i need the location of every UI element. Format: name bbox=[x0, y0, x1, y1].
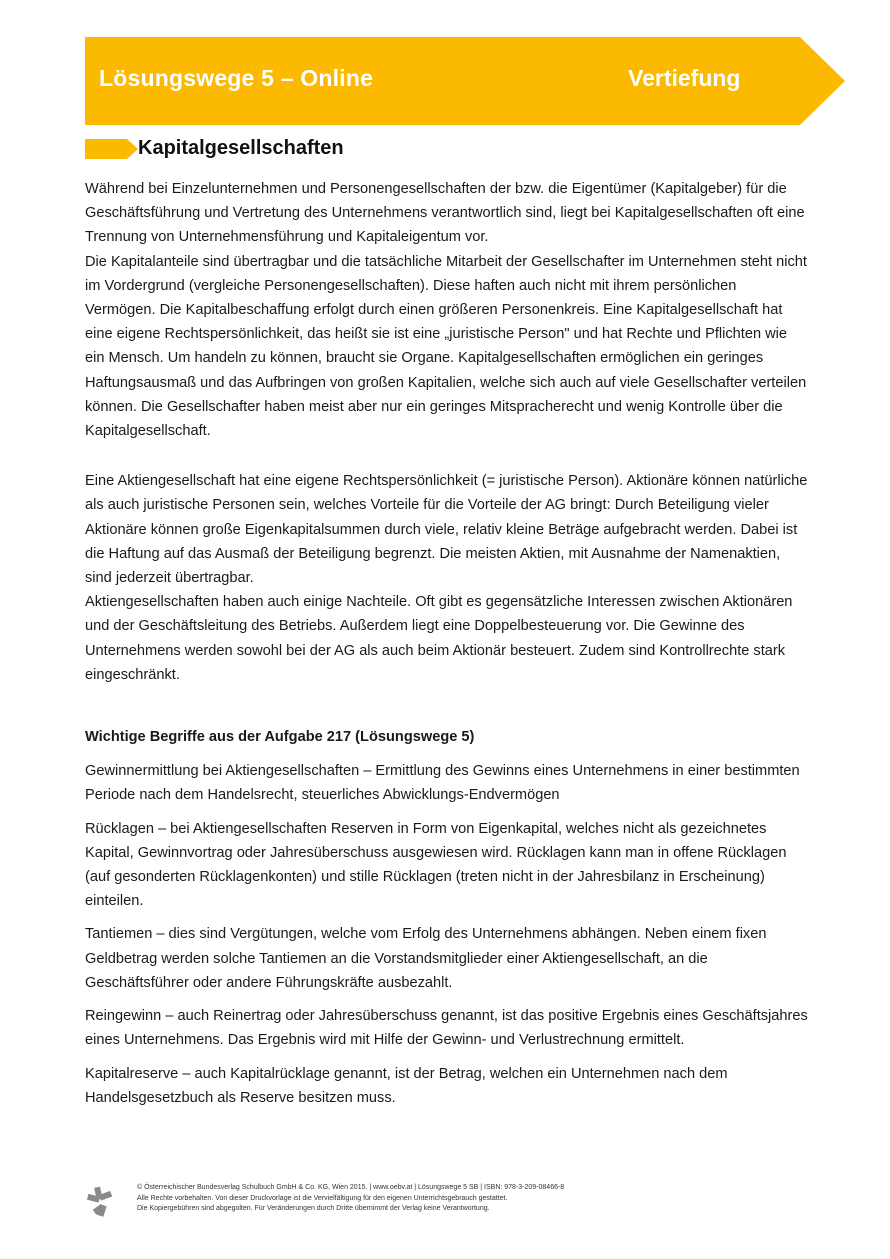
term-kapitalreserve: Kapitalreserve – auch Kapitalrücklage genannt, ist der Betrag, welchen ein Unternehmen nach dem Handelsgesetzbuch als Reserve besitzen muss. bbox=[85, 1065, 728, 1106]
paragraph-2: Die Kapitalanteile sind übertragbar und die tatsächliche Mitarbeit der Gesellschafter im Unternehmen steht nicht im Vordergrund (vergleiche Personengesellschaften). Diese haften auch nicht mit ihrem persönlichen Vermögen. Die Kapitalbeschaffung erfolgt durch einen größeren Personenkreis. Eine Kapitalgesellschaft hat eine eigene Rechtspersönlichkeit, das heißt sie ist eine „juristische Person" und hat Rechte und Pflichten wie ein Mensch. Um handeln zu können, braucht sie Organe. Kapitalgesellschaften ermöglichen ein geringes Haftungsausmaß und das Aufbringen von großen Kapitalien, welche sich auch auf viele Gesellschafter verteilen können. Die Gesellschafter haben meist aber nur ein geringes Mitspracherecht und wenig Kontrolle über die Kapitalgesellschaft. bbox=[85, 253, 807, 440]
term-reingewinn: Reingewinn – auch Reinertrag oder Jahresüberschuss genannt, ist das positive Ergebnis eines Geschäftsjahres eines Unternehmens. Das Ergebnis wird mit Hilfe der Gewinn- und Verlustrechnung ermittelt. bbox=[85, 1008, 808, 1049]
term-tantiemen: Tantiemen – dies sind Vergütungen, welche vom Erfolg des Unternehmens abhängen. Neben einem fixen Geldbetrag werden solche Tantiemen an die Vorstandsmitglieder einer Aktiengesellschaft, an die Geschäftsführer oder andere Führungskräfte ausbezahlt. bbox=[85, 926, 767, 991]
main-content bbox=[85, 177, 810, 1119]
header-banner bbox=[85, 37, 845, 125]
paragraph-3: Eine Aktiengesellschaft hat eine eigene Rechtspersönlichkeit (= juristische Person). Aktionäre können natürliche als auch juristische Personen sein, welches Vorteile für die Vorteile der AG bringt: Durch Beteiligung vieler Aktionäre können große Eigenkapitalsummen durch viele, relativ kleine Beträge aufgebracht werden. Dabei ist die Haftung auf das Ausmaß der Beteiligung begrenzt. Die meisten Aktien, mit Ausnahme der Namenaktien, sind jederzeit übertragbar. bbox=[85, 473, 808, 587]
paragraph-1: Während bei Einzelunternehmen und Personengesellschaften der bzw. die Eigentümer (Kapitalgeber) für die Geschäftsführung und Vertretung des Unternehmens verantwortlich sind, liegt bei Kapitalgesellschaften oft eine Trennung von Unternehmensführung und Kapitaleigentum vor. bbox=[85, 181, 805, 246]
term-gewinnermittlung: Gewinnermittlung bei Aktiengesellschaften – Ermittlung des Gewinns eines Unternehmens in einer bestimmten Periode nach dem Handelsrecht, steuerliches Abwicklungs-Endvermögen bbox=[85, 763, 800, 804]
footer-rights: Alle Rechte vorbehalten. Von dieser Druckvorlage ist die Vervielfältigung für den eigenen Unterrichtsgebrauch gestattet. bbox=[137, 1194, 508, 1202]
footer-copyright: © Österreichischer Bundesverlag Schulbuch GmbH & Co. KG, Wien 2015. | www.oebv.at | Lösungswege 5 SB | ISBN: 978-3-209-08466-8 bbox=[137, 1184, 565, 1191]
paragraph-4: Aktiengesellschaften haben auch einige Nachteile. Oft gibt es gegensätzliche Interessen zwischen Aktionären und der Geschäftsleitung des Betriebs. Außerdem liegt eine Doppelbesteuerung vor. Die Gewinne des Unternehmens werden sowohl bei der AG als auch beim Aktionär besteuert. Zudem sind Kontrollrechte stark eingeschränkt. bbox=[85, 594, 793, 683]
term-ruecklagen: Rücklagen – bei Aktiengesellschaften Reserven in Form von Eigenkapital, welches nicht als gezeichnetes Kapital, Gewinnvortrag oder Jahresüberschuss ausgewiesen wird. Rücklagen kann man in offene Rücklagen (auf gesonderten Rücklagenkonten) und stille Rücklagen (treten nicht in der Jahresbilanz in Erscheinung) einteilen. bbox=[85, 820, 787, 910]
header-title: Lösungswege 5 – Online bbox=[99, 65, 374, 91]
header-label: Vertiefung bbox=[628, 65, 741, 91]
section-arrow-icon bbox=[85, 139, 141, 161]
footer-disclaimer: Die Kopiergebühren sind abgegolten. Für Veränderungen durch Dritte übernimmt der Verlag keine Verantwortung. bbox=[137, 1205, 490, 1212]
publisher-logo-icon bbox=[85, 1185, 115, 1217]
section-title: Kapitalgesellschaften bbox=[138, 137, 344, 159]
terms-heading: Wichtige Begriffe aus der Aufgabe 217 (Lösungswege 5) bbox=[85, 729, 475, 746]
